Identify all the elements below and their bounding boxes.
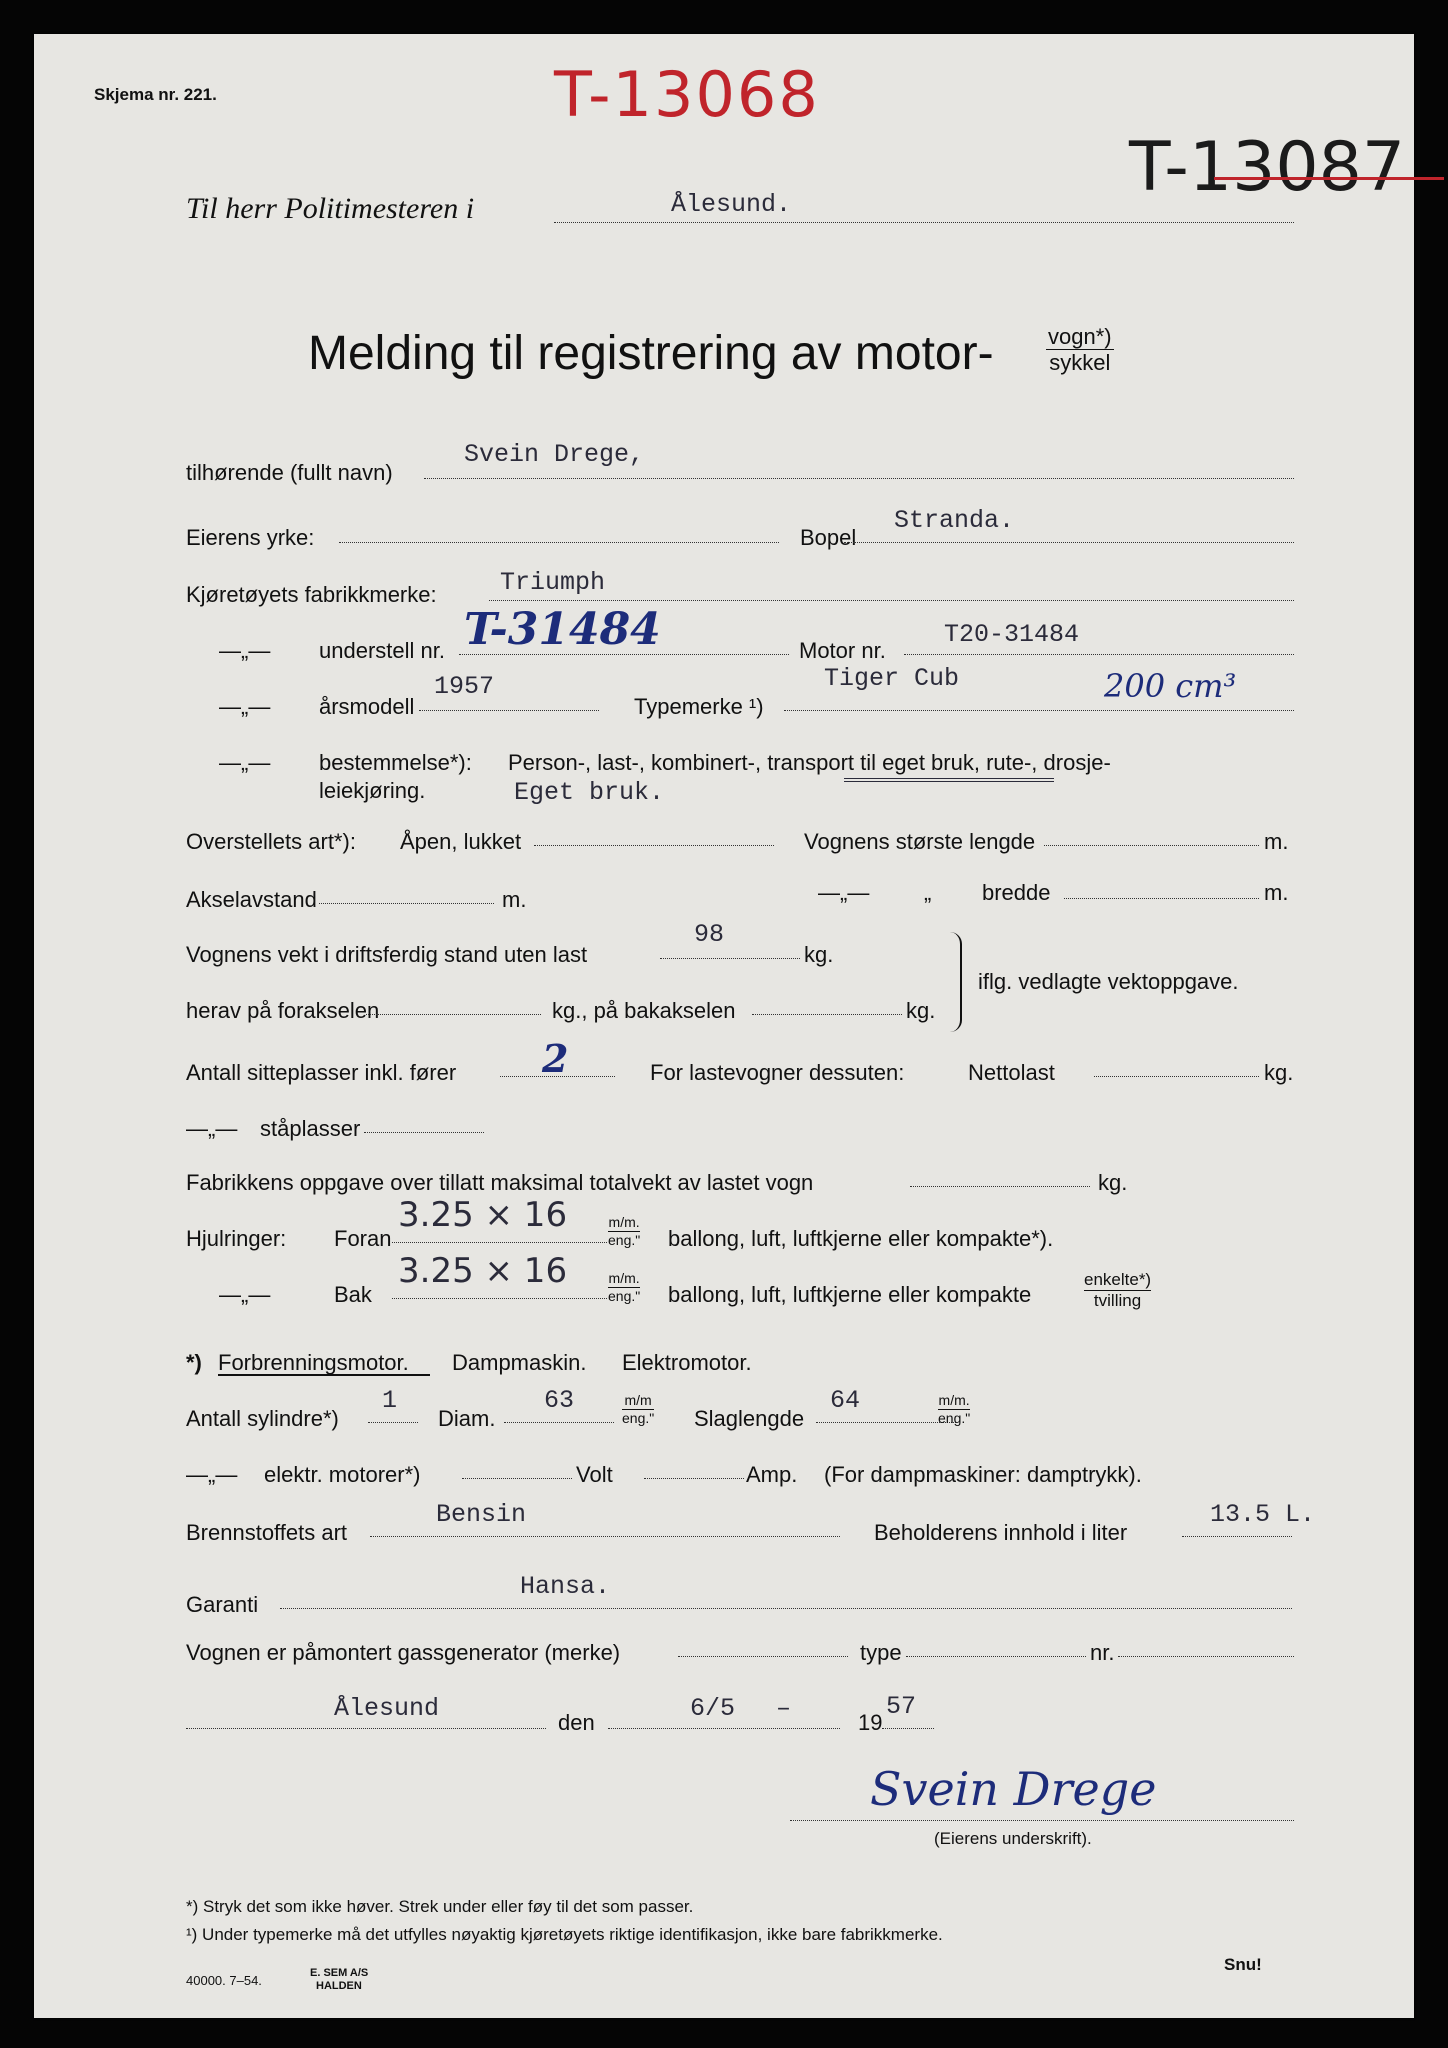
model-year-value: 1957 xyxy=(434,672,495,701)
title-frac-bottom: sykkel xyxy=(1049,350,1111,376)
footnote-2: ¹) Under typemerke må det utfylles nøyaktig kjøretøyets riktige identifikasjon, ikke bare fabrikkmerke. xyxy=(186,1925,943,1944)
stroke-label: Slaglengde xyxy=(694,1406,805,1431)
cargo-label: For lastevogner dessuten: xyxy=(650,1060,905,1085)
form-title: Melding til registrering av motor- xyxy=(308,327,994,380)
rear-tire-label: Bak xyxy=(334,1282,372,1307)
diam-unit: m/m eng." xyxy=(622,1392,655,1426)
rear-tire-types: ballong, luft, luftkjerne eller kompakte xyxy=(668,1282,1032,1307)
rear-axle-unit: kg. xyxy=(906,998,936,1023)
model-year-label: årsmodell xyxy=(319,694,415,719)
stroke-value: 64 xyxy=(830,1386,861,1415)
occupation-label: Eierens yrke: xyxy=(186,525,315,550)
ditto-model-year: —„— xyxy=(219,694,271,719)
seats-label: Antall sitteplasser inkl. fører xyxy=(186,1060,457,1085)
width-ditto: —„— xyxy=(818,880,870,905)
footnote-1: *) Stryk det som ikke høver. Strek under eller føy til det som passer. xyxy=(186,1897,694,1916)
engine-type-electric: Elektromotor. xyxy=(622,1350,752,1375)
purpose-options-2: leiekjøring. xyxy=(319,778,426,803)
diam-label: Diam. xyxy=(438,1406,496,1431)
printer-name: E. SEM A/S xyxy=(310,1967,369,1979)
title-frac-top: vogn*) xyxy=(1048,324,1112,349)
gas-label: Vognen er påmontert gassgenerator (merke) xyxy=(186,1640,621,1665)
gas-nr-label: nr. xyxy=(1090,1640,1115,1665)
electric-label: elektr. motorer*) xyxy=(264,1462,421,1487)
print-code: 40000. 7–54. xyxy=(186,1973,262,1988)
tank-value: 13.5 L. xyxy=(1210,1500,1316,1529)
diam-value: 63 xyxy=(544,1386,575,1415)
ditto-rear-tire: —„— xyxy=(219,1282,271,1307)
weight-label: Vognens vekt i driftsferdig stand uten last xyxy=(186,942,588,967)
fuel-label: Brennstoffets art xyxy=(186,1520,348,1545)
max-weight-label: Fabrikkens oppgave over tillatt maksimal totalvekt av lastet vogn xyxy=(186,1170,814,1195)
width-unit: m. xyxy=(1264,880,1289,905)
body-type-label: Overstellets art*): xyxy=(186,829,356,854)
tires-label: Hjulringer: xyxy=(186,1226,287,1251)
purpose-label: bestemmelse*): xyxy=(319,750,472,775)
motor-value: T20-31484 xyxy=(944,620,1080,649)
front-tire-unit: m/m. eng." xyxy=(608,1214,641,1248)
warranty-label: Garanti xyxy=(186,1592,259,1617)
owner-value: Svein Drege, xyxy=(464,440,645,469)
rear-axle-label: kg., på bakakselen xyxy=(552,998,736,1023)
front-tire-value: 3.25 × 16 xyxy=(398,1195,568,1235)
title-fraction xyxy=(1046,324,1114,376)
date-value: 6/5 xyxy=(690,1694,736,1723)
width-ditto-2: „ xyxy=(924,880,932,905)
rear-tire-unit: m/m. eng." xyxy=(608,1270,641,1304)
ditto-chassis: —„— xyxy=(219,638,271,663)
rear-tire-value: 3.25 × 16 xyxy=(398,1251,568,1291)
schema-number: Skjema nr. 221. xyxy=(94,85,217,104)
make-value: Triumph xyxy=(500,568,606,597)
form-sheet xyxy=(34,34,1414,2018)
weight-note: iflg. vedlagte vektoppgave. xyxy=(978,969,1239,994)
amp-label: Amp. xyxy=(746,1462,798,1487)
motor-label: Motor nr. xyxy=(799,638,886,663)
width-label: bredde xyxy=(982,880,1051,905)
owner-label: tilhørende (fullt navn) xyxy=(186,460,393,485)
volt-label: Volt xyxy=(576,1462,613,1487)
chassis-label: understell nr. xyxy=(319,638,445,663)
front-tire-label: Foran xyxy=(334,1226,392,1251)
single-twin: enkelte*) tvilling xyxy=(1084,1270,1152,1311)
gas-type-label: type xyxy=(860,1640,902,1665)
turn-over: Snu! xyxy=(1224,1955,1262,1974)
weight-brace xyxy=(950,932,962,1032)
printer-city: HALDEN xyxy=(316,1980,362,1992)
owner-signature: Svein Drege xyxy=(870,1762,1157,1816)
warranty-value: Hansa. xyxy=(520,1572,611,1601)
engine-type-underline xyxy=(218,1374,430,1376)
steam-label: (For dampmaskiner: damptrykk). xyxy=(824,1462,1142,1487)
chassis-value: T-31484 xyxy=(464,604,661,655)
type-label: Typemerke ¹) xyxy=(634,694,764,719)
date-label: den xyxy=(558,1710,595,1735)
weight-value: 98 xyxy=(694,920,725,949)
weight-unit: kg. xyxy=(804,942,834,967)
engine-types-star: *) xyxy=(186,1350,202,1375)
purpose-underline xyxy=(844,778,1054,782)
purpose-value: Eget bruk. xyxy=(514,778,665,807)
red-strike-line xyxy=(1214,177,1444,180)
type-value: Tiger Cub xyxy=(824,664,960,693)
wheelbase-unit: m. xyxy=(502,887,527,912)
cylinders-value: 1 xyxy=(382,1386,398,1415)
year-prefix: 19 xyxy=(858,1710,883,1735)
max-length-label: Vognens største lengde xyxy=(804,829,1036,854)
residence-value: Stranda. xyxy=(894,506,1015,535)
ditto-purpose: —„— xyxy=(219,750,271,775)
standing-label: ståplasser xyxy=(260,1116,361,1141)
engine-type-combustion: Forbrenningsmotor. xyxy=(218,1350,409,1375)
black-reg-number: T-13087 xyxy=(1129,128,1406,207)
place-value: Ålesund xyxy=(334,1694,440,1723)
type-hand-value: 200 cm³ xyxy=(1104,667,1237,705)
netto-unit: kg. xyxy=(1264,1060,1294,1085)
year-value: 57 xyxy=(886,1692,917,1721)
signature-label: (Eierens underskrift). xyxy=(934,1829,1092,1848)
netto-label: Nettolast xyxy=(968,1060,1055,1085)
residence-label: Bopel xyxy=(800,525,857,550)
fuel-value: Bensin xyxy=(436,1500,527,1529)
addressee-value: Ålesund. xyxy=(671,190,792,219)
front-tire-types: ballong, luft, luftkjerne eller kompakte*). xyxy=(668,1226,1054,1251)
ditto-electric: —„— xyxy=(186,1462,238,1487)
purpose-options: Person-, last-, kombinert-, transport til eget bruk, rute-, drosje- xyxy=(508,750,1111,775)
body-type-options: Åpen, lukket xyxy=(400,829,522,854)
tank-label: Beholderens innhold i liter xyxy=(874,1520,1128,1545)
date-dash: – xyxy=(776,1694,792,1723)
max-weight-unit: kg. xyxy=(1098,1170,1128,1195)
engine-type-steam: Dampmaskin. xyxy=(452,1350,587,1375)
addressee-label: Til herr Politimesteren i xyxy=(186,192,475,225)
occupation-field xyxy=(339,542,779,543)
red-reg-number: T-13068 xyxy=(554,58,820,131)
wheelbase-label: Akselavstand xyxy=(186,887,317,912)
make-label: Kjøretøyets fabrikkmerke: xyxy=(186,582,437,607)
max-length-unit: m. xyxy=(1264,829,1289,854)
stroke-unit: m/m. eng." xyxy=(938,1392,971,1426)
cylinders-label: Antall sylindre*) xyxy=(186,1406,339,1431)
seats-value: 2 xyxy=(542,1036,569,1081)
front-axle-label: herav på forakselen xyxy=(186,998,380,1023)
ditto-standing: —„— xyxy=(186,1116,238,1141)
